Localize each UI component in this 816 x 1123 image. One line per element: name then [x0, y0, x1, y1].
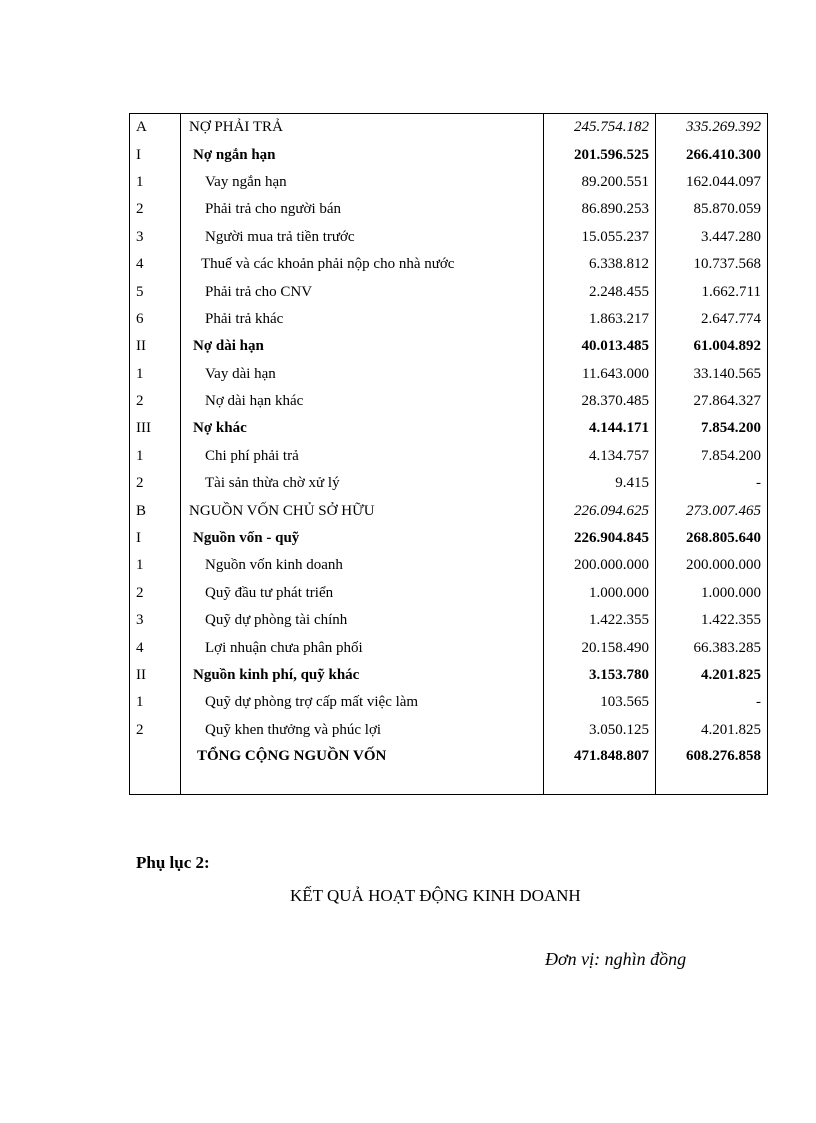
table-row: [130, 169, 768, 196]
row-value-col1: 1.000.000: [544, 580, 656, 607]
row-value-col1: 4.144.171: [544, 415, 656, 442]
row-value-col1: 226.904.845: [544, 525, 656, 552]
table-row: [130, 607, 768, 634]
row-value-col1: 226.094.625: [544, 497, 656, 524]
row-code: 2: [130, 388, 181, 415]
row-label: Phải trả cho CNV: [181, 278, 544, 305]
row-value-col2: 162.044.097: [656, 169, 768, 196]
row-code: A: [130, 114, 181, 142]
row-value-col1: 9.415: [544, 470, 656, 497]
row-value-col1: 200.000.000: [544, 552, 656, 579]
table-row: [130, 717, 768, 744]
row-code: B: [130, 497, 181, 524]
row-value-col2: 608.276.858: [656, 744, 768, 795]
report-title: KẾT QUẢ HOẠT ĐỘNG KINH DOANH: [290, 886, 581, 905]
row-code: 3: [130, 607, 181, 634]
row-value-col2: 4.201.825: [656, 717, 768, 744]
row-value-col2: 266.410.300: [656, 141, 768, 168]
row-label: Tài sản thừa chờ xử lý: [181, 470, 544, 497]
row-code: [130, 744, 181, 795]
row-label: Quỹ khen thưởng và phúc lợi: [181, 717, 544, 744]
row-value-col1: 6.338.812: [544, 251, 656, 278]
row-value-col1: 89.200.551: [544, 169, 656, 196]
table-row: [130, 224, 768, 251]
row-code: 2: [130, 717, 181, 744]
row-code: 2: [130, 580, 181, 607]
row-code: 6: [130, 306, 181, 333]
row-value-col1: 28.370.485: [544, 388, 656, 415]
row-code: II: [130, 662, 181, 689]
row-value-col1: 15.055.237: [544, 224, 656, 251]
row-code: 1: [130, 361, 181, 388]
row-code: 5: [130, 278, 181, 305]
row-value-col2: -: [656, 470, 768, 497]
row-label: Quỹ dự phòng tài chính: [181, 607, 544, 634]
row-value-col1: 3.153.780: [544, 662, 656, 689]
row-value-col1: 86.890.253: [544, 196, 656, 223]
row-label: Nguồn vốn kinh doanh: [181, 552, 544, 579]
row-code: 1: [130, 169, 181, 196]
row-value-col2: 7.854.200: [656, 415, 768, 442]
row-label: Lợi nhuận chưa phân phối: [181, 634, 544, 661]
row-label: Phải trả khác: [181, 306, 544, 333]
row-label: NGUỒN VỐN CHỦ SỞ HỮU: [181, 497, 544, 524]
row-label: NỢ PHẢI TRẢ: [181, 114, 544, 142]
row-value-col1: 2.248.455: [544, 278, 656, 305]
unit-note: Đơn vị: nghìn đồng: [545, 949, 687, 969]
row-code: 4: [130, 634, 181, 661]
table-row: [130, 361, 768, 388]
row-label: Nợ ngắn hạn: [181, 141, 544, 168]
row-value-col1: 471.848.807: [544, 744, 656, 795]
row-value-col1: 103.565: [544, 689, 656, 716]
row-value-col1: 3.050.125: [544, 717, 656, 744]
row-label: Nợ dài hạn: [181, 333, 544, 360]
row-value-col2: 4.201.825: [656, 662, 768, 689]
appendix-label: Phụ lục 2:: [136, 853, 210, 872]
row-code: III: [130, 415, 181, 442]
table-row: [130, 141, 768, 168]
row-code: I: [130, 525, 181, 552]
row-value-col2: 10.737.568: [656, 251, 768, 278]
row-value-col1: 1.422.355: [544, 607, 656, 634]
table-row: [130, 662, 768, 689]
row-value-col1: 1.863.217: [544, 306, 656, 333]
table-row: [130, 525, 768, 552]
row-value-col2: 7.854.200: [656, 443, 768, 470]
table-row: [130, 196, 768, 223]
row-label: TỔNG CỘNG NGUỒN VỐN: [181, 744, 544, 795]
row-value-col2: 33.140.565: [656, 361, 768, 388]
row-value-col2: 66.383.285: [656, 634, 768, 661]
table-row: [130, 497, 768, 524]
row-label: Nguồn kinh phí, quỹ khác: [181, 662, 544, 689]
row-label: Chi phí phải trả: [181, 443, 544, 470]
table-row: [130, 388, 768, 415]
row-value-col2: 1.000.000: [656, 580, 768, 607]
row-code: 1: [130, 552, 181, 579]
table-row: [130, 415, 768, 442]
row-label: Vay dài hạn: [181, 361, 544, 388]
row-label: Quỹ dự phòng trợ cấp mất việc làm: [181, 689, 544, 716]
table-row: [130, 470, 768, 497]
row-value-col1: 20.158.490: [544, 634, 656, 661]
row-label: Vay ngắn hạn: [181, 169, 544, 196]
row-value-col2: -: [656, 689, 768, 716]
table-row: [130, 251, 768, 278]
row-label: Nợ khác: [181, 415, 544, 442]
table-row: [130, 580, 768, 607]
row-code: II: [130, 333, 181, 360]
row-label: Phải trả cho người bán: [181, 196, 544, 223]
row-value-col1: 40.013.485: [544, 333, 656, 360]
table-row: [130, 333, 768, 360]
table-row: [130, 552, 768, 579]
row-value-col1: 11.643.000: [544, 361, 656, 388]
row-value-col2: 268.805.640: [656, 525, 768, 552]
table-row: [130, 114, 768, 142]
row-value-col2: 3.447.280: [656, 224, 768, 251]
row-code: 4: [130, 251, 181, 278]
table-row: [130, 634, 768, 661]
row-label: Thuế và các khoản phải nộp cho nhà nước: [181, 251, 544, 278]
table-row: [130, 689, 768, 716]
row-label: Người mua trả tiền trước: [181, 224, 544, 251]
row-code: 2: [130, 470, 181, 497]
row-value-col2: 273.007.465: [656, 497, 768, 524]
row-label: Quỹ đầu tư phát triển: [181, 580, 544, 607]
row-value-col2: 85.870.059: [656, 196, 768, 223]
row-value-col2: 1.662.711: [656, 278, 768, 305]
table-row: [130, 443, 768, 470]
row-code: 3: [130, 224, 181, 251]
row-label: Nguồn vốn - quỹ: [181, 525, 544, 552]
row-code: 2: [130, 196, 181, 223]
row-value-col1: 201.596.525: [544, 141, 656, 168]
row-value-col1: 245.754.182: [544, 114, 656, 142]
row-value-col1: 4.134.757: [544, 443, 656, 470]
table-row: [130, 278, 768, 305]
table-row: [130, 306, 768, 333]
balance-sheet-table: [129, 113, 768, 795]
row-label: Nợ dài hạn khác: [181, 388, 544, 415]
row-value-col2: 2.647.774: [656, 306, 768, 333]
row-value-col2: 27.864.327: [656, 388, 768, 415]
total-row: [130, 744, 768, 795]
row-code: I: [130, 141, 181, 168]
row-code: 1: [130, 443, 181, 470]
row-value-col2: 1.422.355: [656, 607, 768, 634]
row-code: 1: [130, 689, 181, 716]
row-value-col2: 335.269.392: [656, 114, 768, 142]
row-value-col2: 61.004.892: [656, 333, 768, 360]
row-value-col2: 200.000.000: [656, 552, 768, 579]
